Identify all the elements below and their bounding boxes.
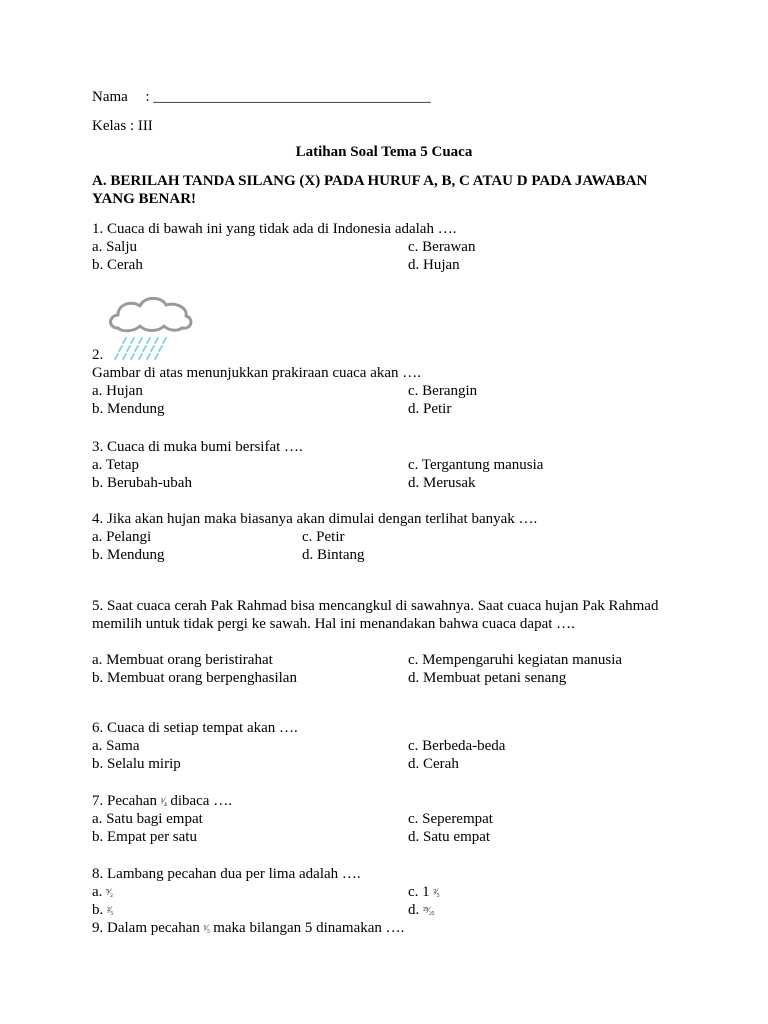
option-c: c. Seperempat bbox=[408, 811, 493, 827]
fraction: ²⁄₅ bbox=[107, 905, 113, 915]
options-row bbox=[92, 256, 692, 274]
question-text: 8. Lambang pecahan dua per lima adalah …. bbox=[92, 866, 361, 882]
question-6 bbox=[92, 719, 692, 773]
option-b: b. Empat per satu bbox=[92, 829, 197, 845]
question-3 bbox=[92, 438, 692, 492]
question-4 bbox=[92, 510, 692, 564]
option-d: d. Cerah bbox=[408, 756, 459, 772]
options-row bbox=[92, 474, 692, 492]
option-b: b. Mendung bbox=[92, 547, 165, 563]
option-label: b. bbox=[92, 902, 107, 918]
question-text bbox=[92, 919, 692, 937]
option-c: c. Mempengaruhi kegiatan manusia bbox=[408, 652, 623, 668]
question-text: 5. Saat cuaca cerah Pak Rahmad bisa mencangkul di sawahnya. Saat cuaca hujan Pak Rahmad memilih untuk tidak pergi ke sawah. Hal ini menandakan bahwa cuaca dapat …. bbox=[92, 598, 659, 632]
option-a: a. Sama bbox=[92, 738, 140, 754]
options-row bbox=[92, 456, 692, 474]
option-a bbox=[92, 883, 112, 901]
options-row bbox=[92, 546, 692, 564]
option-b: b. Cerah bbox=[92, 257, 143, 273]
question-text-start: 7. Pecahan bbox=[92, 793, 161, 809]
options-row bbox=[92, 737, 692, 755]
option-label: a. bbox=[92, 884, 107, 900]
question-text-end: dibaca …. bbox=[166, 793, 232, 809]
option-b bbox=[92, 901, 113, 919]
option-d: d. Bintang bbox=[302, 547, 365, 563]
class-line: Kelas : III bbox=[92, 118, 153, 134]
option-d: d. Satu empat bbox=[408, 829, 491, 845]
fraction: ²⁄₅ bbox=[433, 887, 440, 897]
option-a: a. Pelangi bbox=[92, 529, 152, 545]
fraction: ¹⁄₄ bbox=[160, 796, 167, 806]
question-5 bbox=[92, 597, 692, 687]
name-label: Nama bbox=[92, 89, 128, 105]
page-title: Latihan Soal Tema 5 Cuaca bbox=[295, 144, 473, 160]
options-row bbox=[92, 382, 692, 400]
option-a: a. Hujan bbox=[92, 383, 143, 399]
question-text-end: maka bilangan 5 dinamakan …. bbox=[209, 920, 405, 936]
options-row bbox=[92, 883, 692, 901]
fraction: ²⁵⁄₂₅ bbox=[423, 905, 435, 915]
instruction: A. BERILAH TANDA SILANG (X) PADA HURUF A, B, C ATAU D PADA JAWABAN YANG BENAR! bbox=[92, 173, 648, 207]
option-c: c. Berbeda-beda bbox=[408, 738, 506, 754]
options-row bbox=[92, 400, 692, 418]
options-row bbox=[92, 828, 692, 846]
question-text: 1. Cuaca di bawah ini yang tidak ada di Indonesia adalah …. bbox=[92, 221, 457, 237]
option-d bbox=[408, 901, 434, 919]
fraction: ¹⁄₅ bbox=[203, 923, 210, 933]
option-b: b. Membuat orang berpenghasilan bbox=[92, 670, 297, 686]
option-label: d. bbox=[408, 902, 423, 918]
option-d: d. Petir bbox=[408, 401, 452, 417]
option-c: c. Tergantung manusia bbox=[408, 457, 544, 473]
fraction: ⁵⁄₂ bbox=[106, 887, 113, 897]
option-d: d. Membuat petani senang bbox=[408, 670, 567, 686]
question-9 bbox=[92, 919, 692, 937]
options-row bbox=[92, 901, 692, 919]
option-b: b. Selalu mirip bbox=[92, 756, 181, 772]
question-text-start: 9. Dalam pecahan bbox=[92, 920, 204, 936]
name-separator: : bbox=[145, 89, 150, 105]
option-c: c. Petir bbox=[302, 529, 345, 545]
question-text: 6. Cuaca di setiap tempat akan …. bbox=[92, 720, 298, 736]
name-blank: _____________________________________ bbox=[153, 89, 431, 105]
option-b: b. Mendung bbox=[92, 401, 165, 417]
option-b: b. Berubah-ubah bbox=[92, 475, 192, 491]
option-c: c. Berangin bbox=[408, 383, 478, 399]
options-row bbox=[92, 528, 692, 546]
question-text: 3. Cuaca di muka bumi bersifat …. bbox=[92, 439, 303, 455]
question-text: 4. Jika akan hujan maka biasanya akan dimulai dengan terlihat banyak …. bbox=[92, 511, 538, 527]
option-label: c. 1 bbox=[408, 884, 434, 900]
question-8 bbox=[92, 865, 692, 919]
question-7 bbox=[92, 792, 692, 846]
option-c bbox=[408, 883, 439, 901]
question-number: 2. bbox=[92, 347, 104, 363]
options-row bbox=[92, 669, 692, 687]
question-2 bbox=[92, 346, 692, 418]
options-row bbox=[92, 238, 692, 256]
option-a: a. Tetap bbox=[92, 457, 139, 473]
option-d: d. Hujan bbox=[408, 257, 460, 273]
option-a: a. Salju bbox=[92, 239, 137, 255]
question-1 bbox=[92, 220, 692, 274]
question-text bbox=[92, 792, 692, 810]
option-a: a. Satu bagi empat bbox=[92, 811, 203, 827]
options-row bbox=[92, 651, 692, 669]
option-d: d. Merusak bbox=[408, 475, 476, 491]
question-text: Gambar di atas menunjukkan prakiraan cuaca akan …. bbox=[92, 365, 422, 381]
options-row bbox=[92, 755, 692, 773]
options-row bbox=[92, 810, 692, 828]
name-line bbox=[92, 88, 692, 106]
option-a: a. Membuat orang beristirahat bbox=[92, 652, 273, 668]
option-c: c. Berawan bbox=[408, 239, 476, 255]
